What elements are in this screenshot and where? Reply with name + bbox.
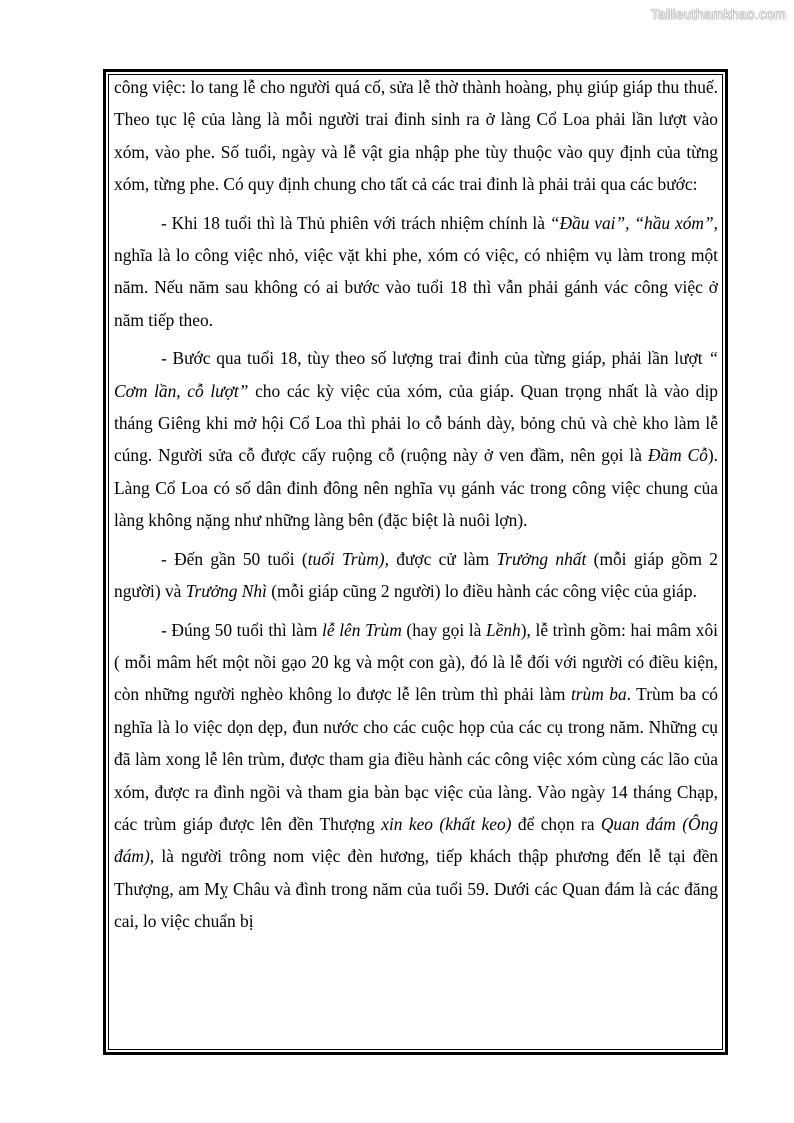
paragraph bbox=[114, 71, 718, 201]
text-run: - Khi 18 tuổi thì là Thủ phiên với trách nhiệm chính là bbox=[161, 212, 550, 233]
paragraph bbox=[114, 543, 718, 608]
italic-text: “Đầu vai”, “hầu xóm” bbox=[549, 212, 714, 233]
text-run: ), lễ trình gồm: hai mâm xôi ( mỗi mâm hết một nồi gạo 20 kg và một con gà), đó là lễ đối với người có điều kiện, còn những người nghèo không lo được lễ lên trùm thì phải làm bbox=[114, 619, 718, 705]
text-run: cho các kỳ việc của xóm, của giáp. Quan trọng nhất là vào dịp tháng Giêng khi mở hội Cổ Loa thì phải lo cỗ bánh dày, bỏng chủ và chè kho làm lễ cúng. Người sửa cỗ được cấy ruộng cỗ (ruộng này ở ven đầm, nên gọi là bbox=[114, 380, 718, 466]
text-run: - Đúng 50 tuổi thì làm bbox=[161, 619, 323, 640]
italic-text: Đầm Cỗ bbox=[647, 445, 708, 466]
italic-text: xin keo (khất keo) bbox=[381, 813, 512, 834]
document-body bbox=[114, 71, 718, 938]
text-run: (mỗi giáp gồm 2 người) và bbox=[114, 548, 719, 602]
italic-text: tuổi Trùm) bbox=[307, 548, 385, 569]
italic-text: Lềnh bbox=[485, 619, 521, 640]
paragraph bbox=[114, 342, 718, 536]
text-run: , được cử làm bbox=[384, 548, 497, 569]
italic-text: Trưởng Nhì bbox=[185, 581, 267, 602]
text-run: , nghĩa là lo công việc nhỏ, việc vặt khi phe, xóm có việc, có nhiệm vụ làm trong một năm. Nếu năm sau không có ai bước vào tuổi 18 thì vẫn phải gánh vác công việc ở năm tiếp theo. bbox=[114, 212, 718, 330]
text-run: ). Làng Cổ Loa có số dân đinh đông nên nghĩa vụ gánh vác trong công việc chung của làng không nặng như những làng bên (đặc biệt là nuôi lợn). bbox=[114, 445, 718, 531]
text-run: , là người trông nom việc đèn hương, tiếp khách thập phương đến lễ tại đền Thượng, am Mỵ Châu và đình trong năm của tuổi 59. Dưới các Quan đám là các đăng cai, lo việc chuẩn bị bbox=[114, 846, 718, 932]
text-run: để chọn ra bbox=[511, 813, 601, 834]
italic-text: lễ lên Trùm bbox=[322, 619, 402, 640]
text-run: (hay gọi là bbox=[401, 619, 486, 640]
paragraph bbox=[114, 207, 718, 337]
text-run: - Đến gần 50 tuổi ( bbox=[161, 548, 308, 569]
italic-text: Quan đám (Ông đám) bbox=[114, 813, 719, 867]
paragraph bbox=[114, 614, 718, 938]
italic-text: trùm ba bbox=[570, 684, 627, 705]
text-run: (mỗi giáp cũng 2 người) lo điều hành các công việc của giáp. bbox=[266, 581, 697, 602]
italic-text: Trưởng nhất bbox=[496, 548, 587, 569]
text-run: - Bước qua tuổi 18, tùy theo số lượng trai đinh của từng giáp, phải lần lượt bbox=[161, 348, 709, 369]
italic-text: “ Cơm lần, cỗ lượt” bbox=[114, 348, 718, 401]
text-run: . Trùm ba có nghĩa là lo việc dọn dẹp, đun nước cho các cuộc họp của các cụ trong năm. Những cụ đã làm xong lễ lên trùm, được tham gia điều hành các công việc xóm cùng các lão của xóm, được ra đình ngồi và tham gia bàn bạc việc của làng. Vào ngày 14 tháng Chạp, các trùm giáp được lên đền Thượng bbox=[114, 684, 718, 834]
text-run: công việc: lo tang lễ cho người quá cố, sửa lễ thờ thành hoàng, phụ giúp giáp thu thuế. Theo tục lệ của làng là mỗi người trai đinh sinh ra ở làng Cổ Loa phải lần lượt vào xóm, vào phe. Số tuổi, ngày và lễ vật gia nhập phe tùy thuộc vào quy định của từng xóm, từng phe. Có quy định chung cho tất cả các trai đinh là phải trải qua các bước: bbox=[114, 77, 718, 195]
watermark: Tailieuthamkhao.com bbox=[650, 6, 786, 22]
